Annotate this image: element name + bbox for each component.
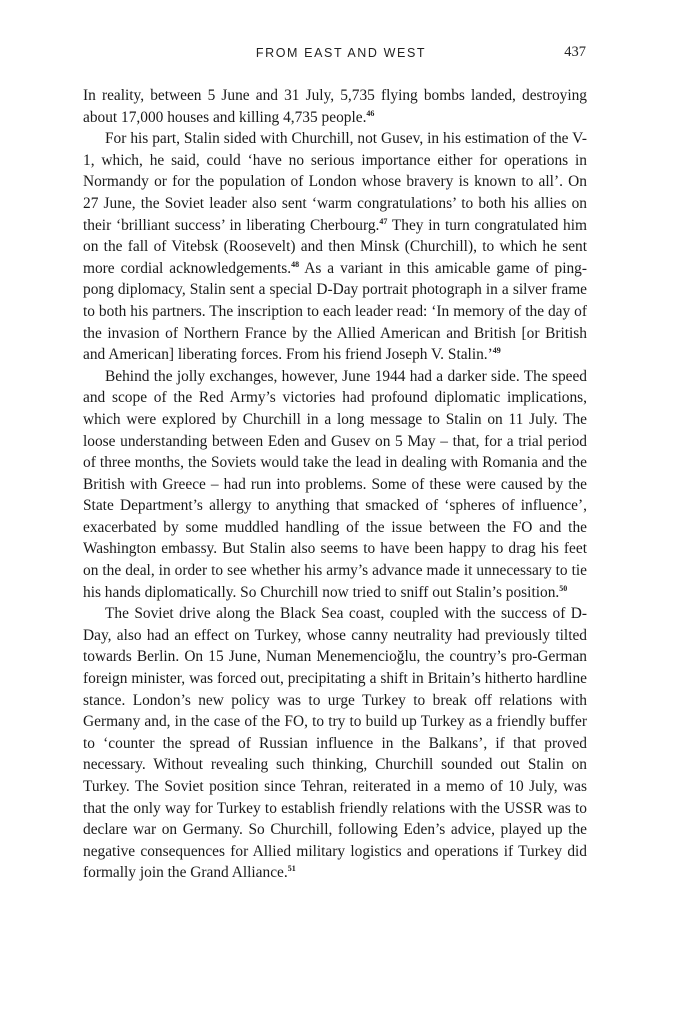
footnote-marker: 49 [492,346,501,355]
paragraph-text: In reality, between 5 June and 31 July, 5,735 flying bombs landed, destroying about 17,000 houses and killing 4,735 people. [83,87,587,126]
paragraph-text: Behind the jolly exchanges, however, June 1944 had a darker side. The speed and scope of the Red Army’s victories had profound diplomatic implications, which were explored by Churchill in a long message to Stalin on 11 July. The loose understanding between Eden and Gusev on 5 May – that, for a trial period of three months, the Soviets would take the lead in dealing with Romania and the British with Greece – had run into problems. Some of these were caused by the State Department’s allergy to anything that smacked of ‘spheres of influence’, exacerbated by some muddled handling of the issue between the FO and the Washington embassy. But Stalin also seems to have been happy to drag his feet on the deal, in order to see whether his army’s advance made it unnecessary to tie his hands diplomatically. So Churchill now tried to sniff out Stalin’s position. [83,367,587,601]
footnote-marker: 47 [379,216,388,226]
paragraph-text: The Soviet drive along the Black Sea coast, coupled with the success of D-Day, also had an effect on Turkey, whose canny neutrality had previously tilted towards Berlin. On 15 June, Numan Menemencioğlu, the country’s pro-German foreign minister, was forced out, precipitating a shift in Britain’s hitherto hardline stance. London’s new policy was to urge Turkey to break off relations with Germany and, in the case of the FO, to try to build up Turkey as a friendly buffer to ‘counter the spread of Russian influence in the Balkans’, if that proved necessary. Without revealing such thinking, Churchill sounded out Stalin on Turkey. The Soviet position since Tehran, reiterated in a memo of 10 July, was that the only way for Turkey to establish friendly relations with the USSR was to declare war on Germany. So Churchill, following Eden’s advice, played up the negative consequences for Allied military logistics and operations if Turkey did formally join the Grand Alliance. [83,605,587,882]
paragraph-text: As a variant in this amicable game of ping-pong diplomacy, Stalin sent a special D-Day portrait photograph in a silver frame to both his partners. The inscription to each leader read: ‘In memory of the day of the invasion of Northern France by the Allied American and British [or British and American] liberating forces. From his friend Joseph V. Stalin.’ [83,259,587,364]
paragraph-2 [83,128,587,366]
paragraph-text: They in turn congratulated him on the fall of Vitebsk (Roosevelt) and then Minsk (Churchill), to which he sent more cordial acknowledgements. [83,216,588,277]
footnote-marker: 48 [291,259,300,269]
paragraph-text: For his part, Stalin sided with Churchill, not Gusev, in his estimation of the V-1, which, he said, could ‘have no serious importance either for operations in Normandy or for the population of London whose bravery is known to all’. On 27 June, the Soviet leader also sent ‘warm congratulations’ to both his allies on their ‘brilliant success’ in liberating Cherbourg. [83,130,587,234]
paragraph-4 [83,603,587,884]
footnote-marker: 51 [287,864,296,874]
page-number: 437 [564,44,586,60]
running-title: FROM EAST AND WEST [255,46,427,60]
paragraph-3 [83,366,587,604]
paragraph-1 [83,85,587,128]
footnote-marker: 50 [559,583,568,593]
running-head [0,44,682,64]
body-text [83,85,587,884]
footnote-marker: 46 [366,108,375,118]
